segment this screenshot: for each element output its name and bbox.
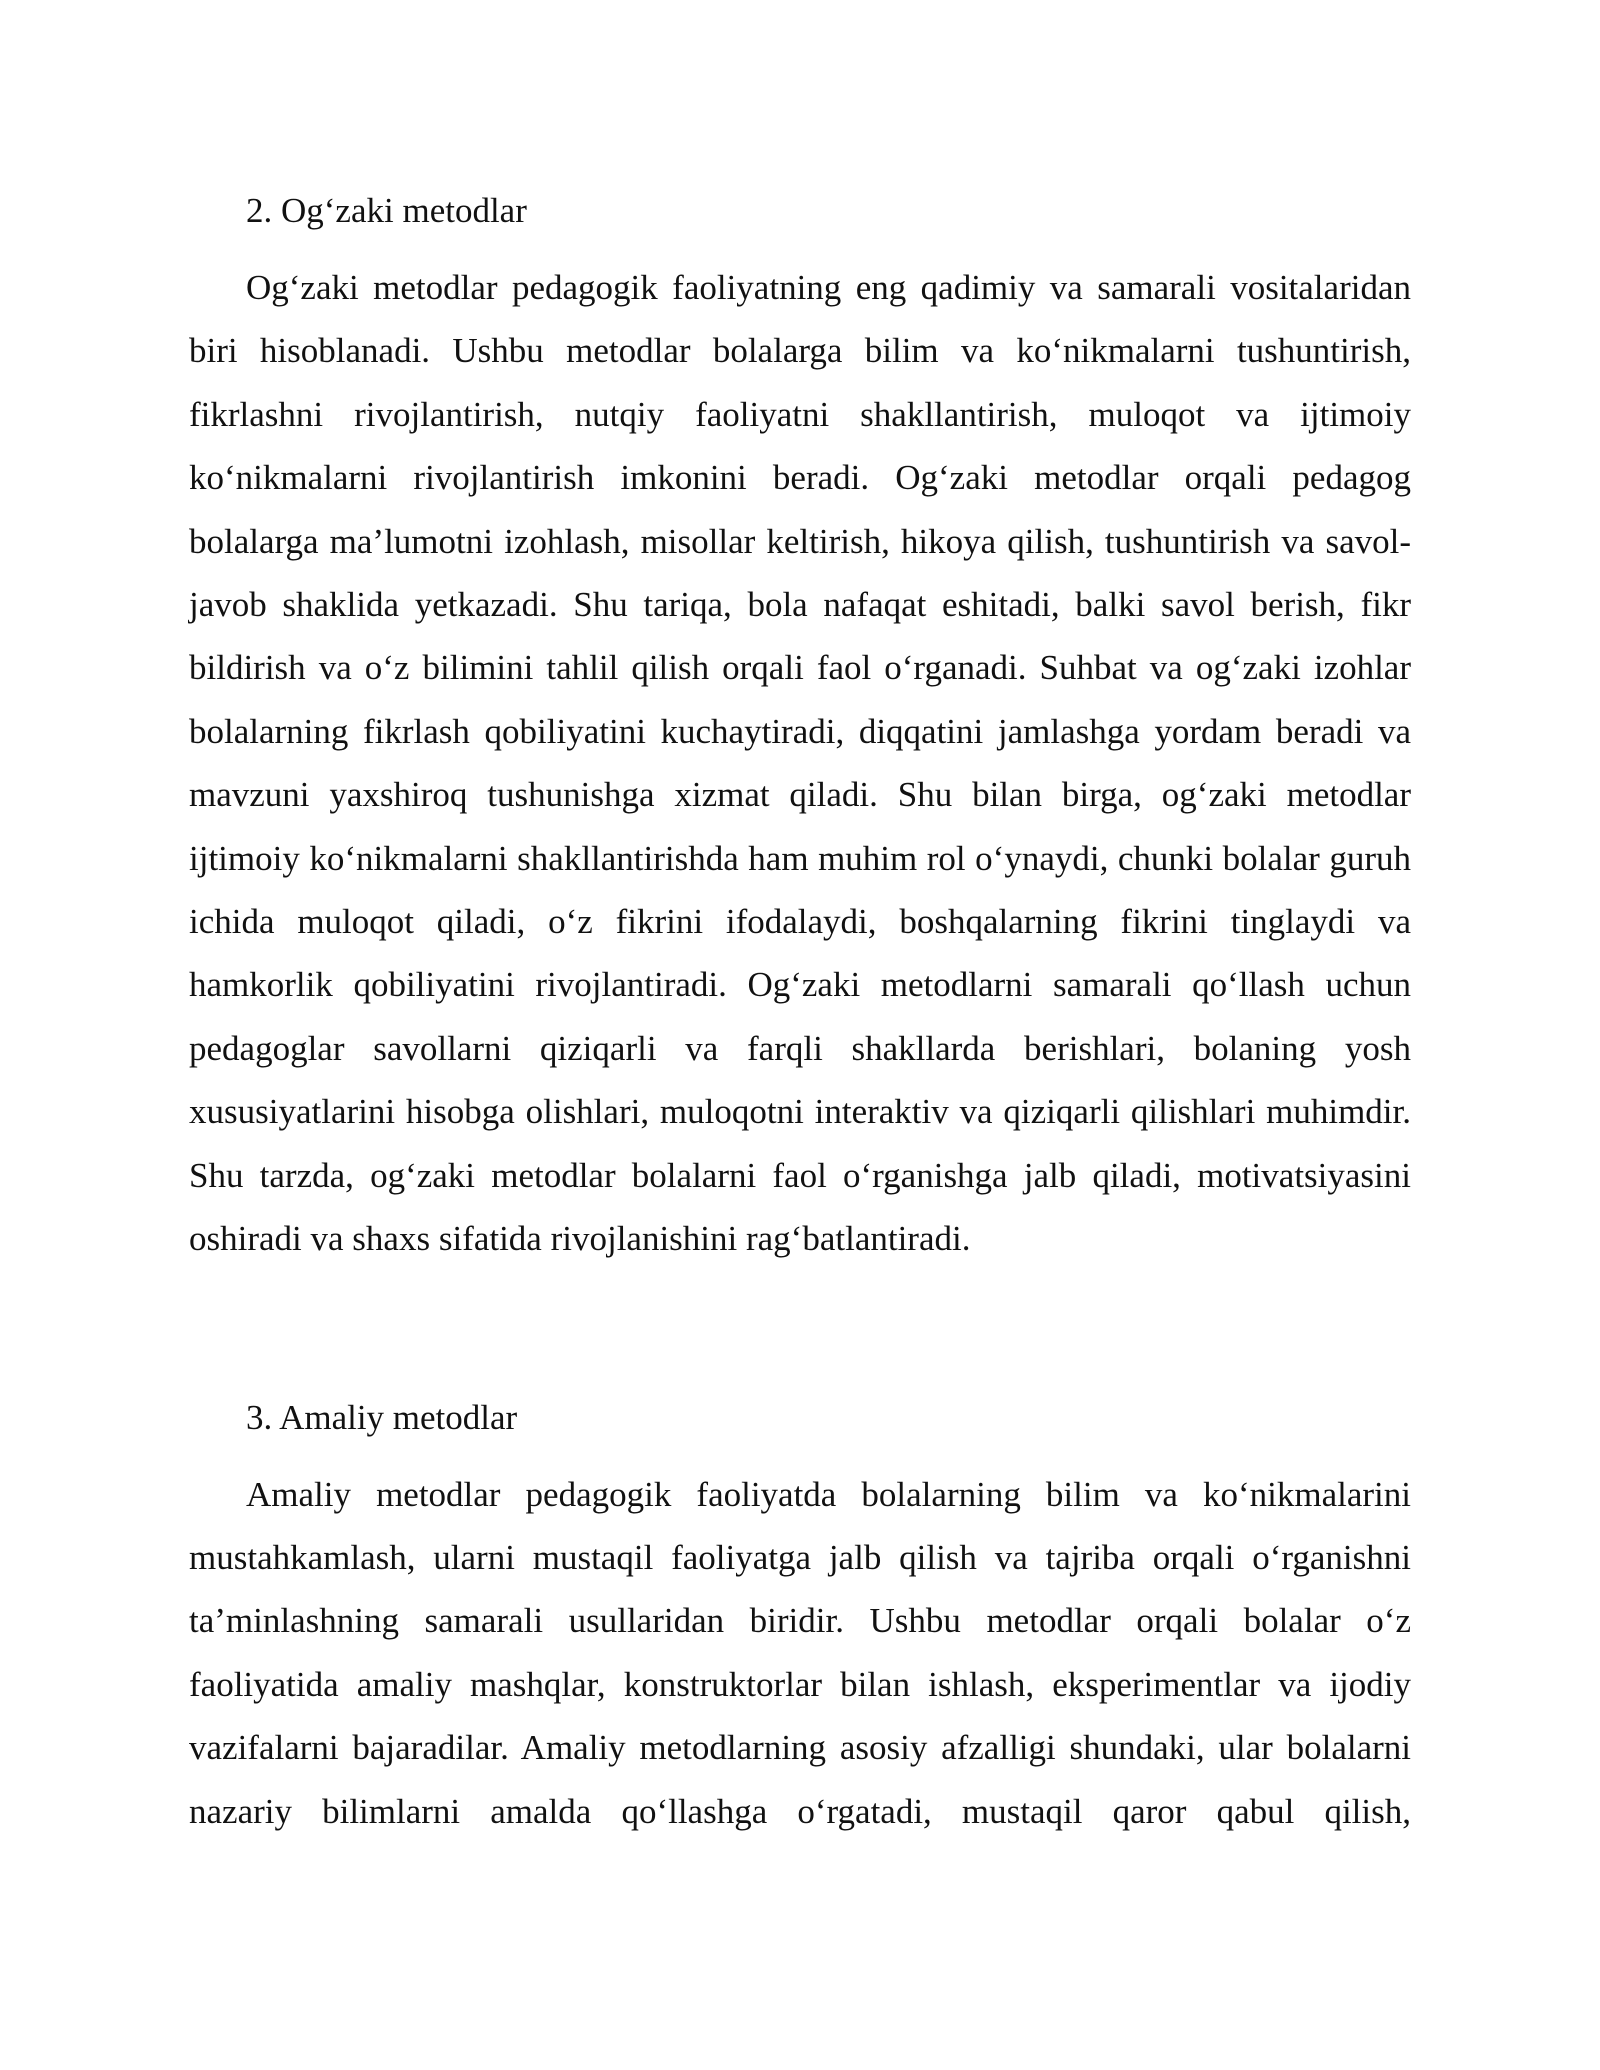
paragraph-oral-methods: Og‘zaki metodlar pedagogik faoliyatning eng qadimiy va samarali vositalaridan biri hisoblanadi. Ushbu metodlar bolalarga bilim va ko‘nikmalarni tushuntirish, fikrlashni rivojlantirish, nutqiy faoliyatni shakllantirish, muloqot va ijtimoiy ko‘nikmalarni rivojlantirish imkonini beradi. Og‘zaki metodlar orqali pedagog bolalarga ma’lumotni izohlash, misollar keltirish, hikoya qilish, tushuntirish va savol-javob shaklida yetkazadi. Shu tariqa, bola nafaqat eshitadi, balki savol berish, fikr bildirish va o‘z bilimini tahlil qilish orqali faol o‘rganadi. Suhbat va og‘zaki izohlar bolalarning fikrlash qobiliyatini kuchaytiradi, diqqatini jamlashga yordam beradi va mavzuni yaxshiroq tushunishga xizmat qiladi. Shu bilan birga, og‘zaki metodlar ijtimoiy ko‘nikmalarni shakllantirishda ham muhim rol o‘ynaydi, chunki bolalar guruh ichida muloqot qiladi, o‘z fikrini ifodalaydi, boshqalarning fikrini tinglaydi va hamkorlik qobiliyatini rivojlantiradi. Og‘zaki metodlarni samarali qo‘llash uchun pedagoglar savollarni qiziqarli va farqli shakllarda berishlari, bolaning yosh xususiyatlarini hisobga olishlari, muloqotni interaktiv va qiziqarli qilishlari muhimdir. Shu tarzda, og‘zaki metodlar bolalarni faol o‘rganishga jalb qiladi, motivatsiyasini oshiradi va shaxs sifatida rivojlanishini rag‘batlantiradi. — [189, 268, 1411, 1259]
section-heading-oral-methods: 2. Og‘zaki metodlar — [246, 191, 527, 230]
document-page — [189, 188, 1411, 1843]
paragraph-practical-methods: Amaliy metodlar pedagogik faoliyatda bolalarning bilim va ko‘nikmalarini mustahkamlash, ularni mustaqil faoliyatga jalb qilish va tajriba orqali o‘rganishni ta’minlashning samarali usullaridan biridir. Ushbu metodlar orqali bolalar o‘z faoliyatida amaliy mashqlar, konstruktorlar bilan ishlash, eksperimentlar va ijodiy vazifalarni bajaradilar. Amaliy metodlarning asosiy afzalligi shundaki, ular bolalarni nazariy bilimlarni amalda qo‘llashga o‘rgatadi, mustaqil qaror qabul qilish, — [189, 1474, 1411, 1831]
section-heading-practical-methods: 3. Amaliy metodlar — [246, 1397, 518, 1437]
